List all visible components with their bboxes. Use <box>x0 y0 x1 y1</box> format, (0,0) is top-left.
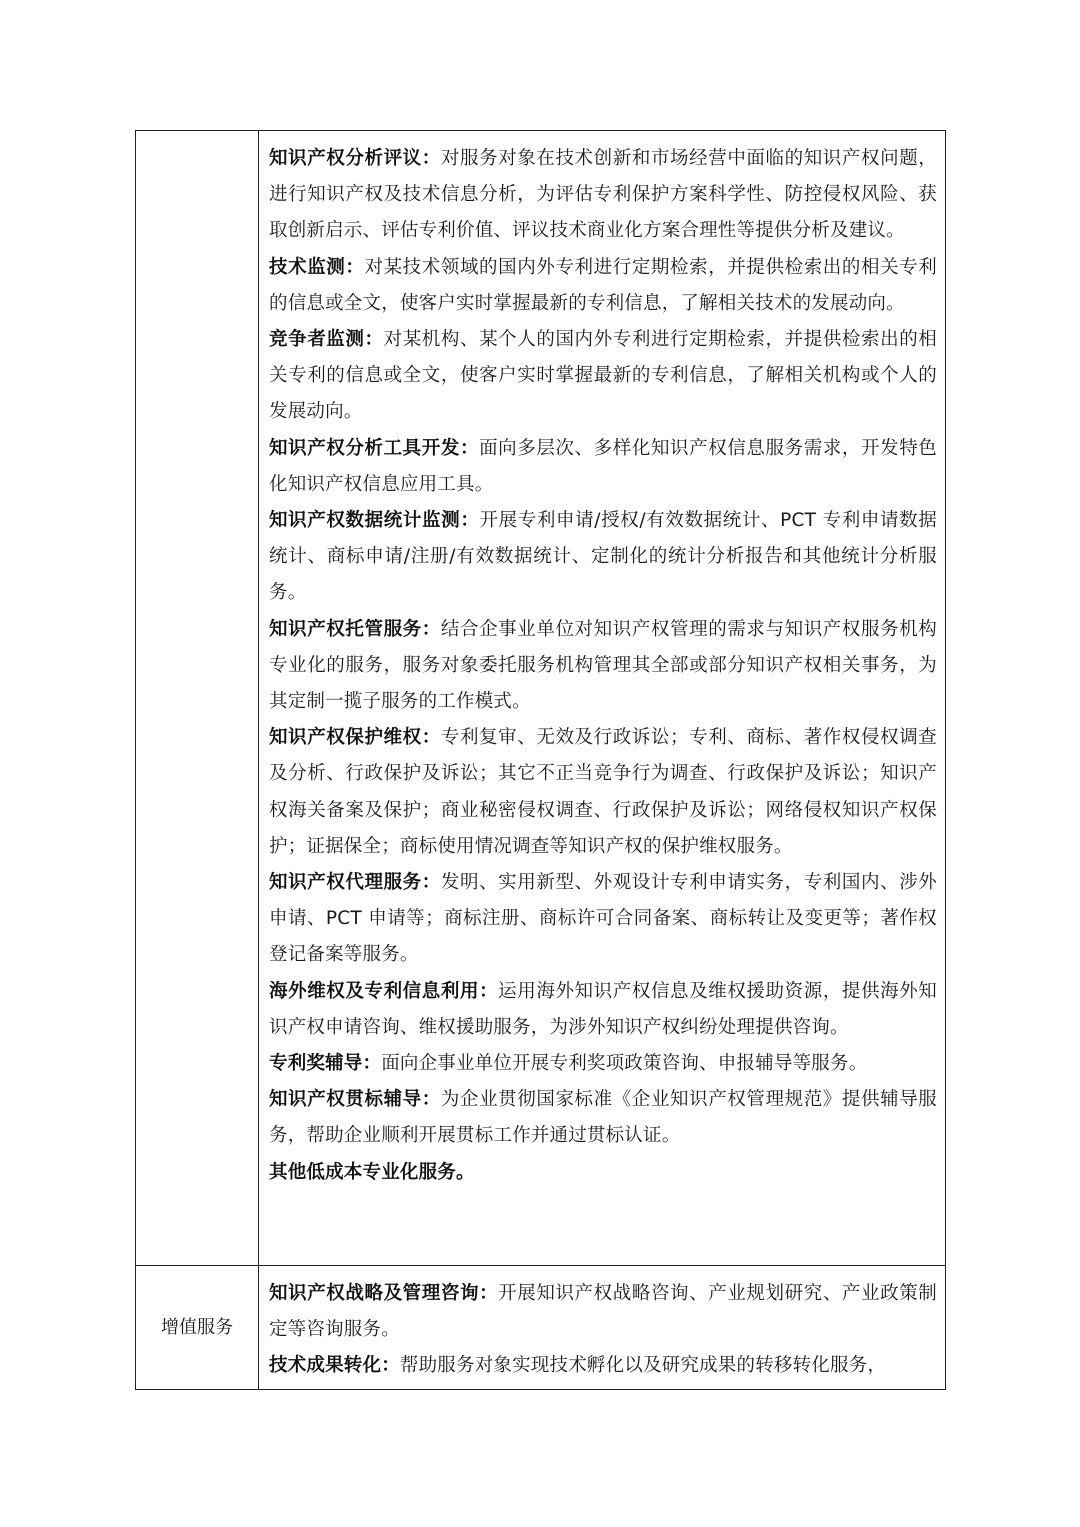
entry-tech-transfer <box>269 1348 937 1384</box>
entry-term: 海外维权及专利信息利用： <box>269 980 499 1002</box>
entry-desc: 发明、实用新型、外观设计专利申请实务，专利国内、涉外申请、PCT 申请等；商标注册、商标许可合同备案、商标转让及变更等；著作权登记备案等服务。 <box>269 872 937 966</box>
entry-desc: 为企业贯彻国家标准《企业知识产权管理规范》提供辅导服务，帮助企业顺利开展贯标工作并通过贯标认证。 <box>269 1089 937 1147</box>
table-row <box>136 131 946 1266</box>
entry-term: 知识产权分析评议： <box>269 148 441 169</box>
entry-ip-custody <box>269 612 937 721</box>
entry-ip-analysis-review <box>269 141 937 250</box>
category-cell <box>136 131 259 1266</box>
entry-desc: 对服务对象在技术创新和市场经营中面临的知识产权问题，进行知识产权及技术信息分析，为评估专利保护方案科学性、防控侵权风险、获取创新启示、评估专利价值、评议技术商业化方案合理性等提供分析及建议。 <box>269 148 937 242</box>
entry-ip-protection <box>269 720 937 865</box>
entry-term: 竞争者监测： <box>269 329 384 351</box>
services-table <box>135 130 946 1390</box>
entry-desc: 专利复审、无效及行政诉讼；专利、商标、著作权侵权调查及分析、行政保护及诉讼；其它不正当竞争行为调查、行政保护及诉讼；知识产权海关备案及保护；商业秘密侵权调查、行政保护及诉讼；网络侵权知识产权保护；证据保全；商标使用情况调查等知识产权的保护维权服务。 <box>269 727 937 857</box>
entry-tech-monitoring <box>269 250 937 322</box>
entry-desc: 开展专利申请/授权/有效数据统计、PCT 专利申请数据统计、商标申请/注册/有效数据统计、定制化的统计分析报告和其他统计分析服务。 <box>269 510 938 604</box>
entry-term: 知识产权数据统计监测： <box>269 510 480 532</box>
entry-term: 专利奖辅导： <box>269 1053 382 1075</box>
entry-term: 其他低成本专业化服务。 <box>269 1161 475 1183</box>
entry-desc: 对某机构、某个人的国内外专利进行定期检索，并提供检索出的相关专利的信息或全文，使客户实时掌握最新的专利信息，了解相关机构或个人的发展动向。 <box>269 329 938 423</box>
entry-term: 知识产权战略及管理咨询： <box>269 1283 499 1304</box>
entry-term: 知识产权贯标辅导： <box>269 1089 441 1111</box>
entry-ip-data-statistics <box>269 503 937 612</box>
entry-patent-award <box>269 1046 937 1082</box>
entry-term: 技术成果转化： <box>269 1355 400 1377</box>
entry-other-services <box>269 1155 937 1191</box>
entry-term: 知识产权托管服务： <box>269 618 441 640</box>
entry-desc: 面向多层次、多样化知识产权信息服务需求，开发特色化知识产权信息应用工具。 <box>269 437 938 495</box>
entry-ip-agency <box>269 865 937 974</box>
entry-competitor-monitoring <box>269 322 937 431</box>
entry-desc: 帮助服务对象实现技术孵化以及研究成果的转移转化服务， <box>399 1355 887 1377</box>
entry-desc: 运用海外知识产权信息及维权援助资源，提供海外知识产权申请咨询、维权援助服务，为涉外知识产权纠纷处理提供咨询。 <box>269 980 937 1038</box>
table-row <box>136 1266 946 1390</box>
entry-desc: 面向企事业单位开展专利奖项政策咨询、申报辅导等服务。 <box>381 1053 868 1075</box>
entry-desc: 结合企事业单位对知识产权管理的需求与知识产权服务机构专业化的服务，服务对象委托服务机构管理其全部或部分知识产权相关事务，为其定制一揽子服务的工作模式。 <box>269 618 937 713</box>
entry-ip-standard-guidance <box>269 1082 937 1154</box>
entry-overseas-rights <box>269 974 937 1046</box>
entry-ip-strategy-consulting <box>269 1276 937 1348</box>
entry-term: 知识产权代理服务： <box>269 872 441 894</box>
entry-ip-tool-development <box>269 431 937 503</box>
entry-desc: 开展知识产权战略咨询、产业规划研究、产业政策制定等咨询服务。 <box>269 1283 937 1341</box>
entry-desc: 对某技术领域的国内外专利进行定期检索，并提供检索出的相关专利的信息或全文，使客户实时掌握最新的专利信息，了解相关技术的发展动向。 <box>269 256 937 314</box>
entry-term: 知识产权分析工具开发： <box>269 437 480 459</box>
entry-term: 技术监测： <box>269 256 365 278</box>
entry-term: 知识产权保护维权： <box>269 727 441 749</box>
category-cell: 增值服务 <box>136 1266 259 1390</box>
content-cell <box>259 1266 946 1390</box>
content-cell <box>259 131 946 1266</box>
